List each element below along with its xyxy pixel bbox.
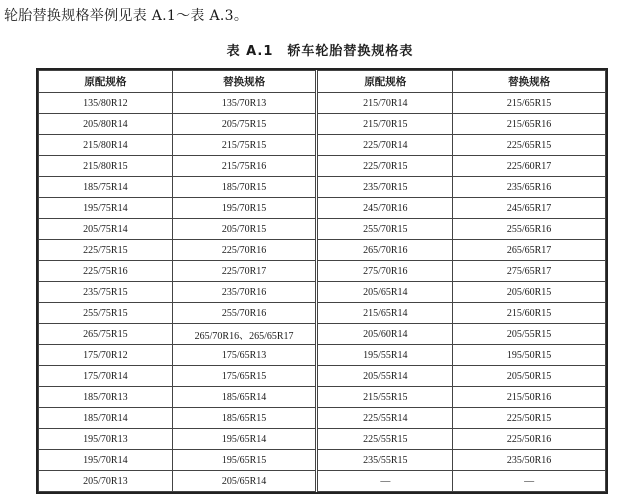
cell-replacement-spec: 175/65R13 — [172, 345, 317, 366]
cell-replacement-spec: 175/65R15 — [172, 366, 317, 387]
cell-replacement-spec: 225/60R17 — [453, 156, 606, 177]
cell-original-spec: 225/70R14 — [317, 135, 453, 156]
cell-original-spec: 185/75R14 — [39, 177, 173, 198]
cell-replacement-spec: 205/50R15 — [453, 366, 606, 387]
cell-replacement-spec: 205/65R14 — [172, 471, 317, 492]
cell-original-spec: 175/70R14 — [39, 366, 173, 387]
tire-replacement-table — [36, 68, 608, 494]
cell-original-spec: 215/80R15 — [39, 156, 173, 177]
table-row — [39, 282, 606, 303]
header-replacement-spec: 替换规格 — [453, 71, 606, 93]
cell-original-spec: 205/60R14 — [317, 324, 453, 345]
cell-original-spec: 265/75R15 — [39, 324, 173, 345]
cell-replacement-spec: 215/60R15 — [453, 303, 606, 324]
table-row — [39, 366, 606, 387]
cell-original-spec: 205/65R14 — [317, 282, 453, 303]
cell-original-spec: 175/70R12 — [39, 345, 173, 366]
cell-original-spec: 195/70R14 — [39, 450, 173, 471]
cell-replacement-spec: 265/65R17 — [453, 240, 606, 261]
cell-replacement-spec: 185/65R14 — [172, 387, 317, 408]
table-row — [39, 219, 606, 240]
cell-replacement-spec: 215/50R16 — [453, 387, 606, 408]
table-row — [39, 114, 606, 135]
table-row — [39, 387, 606, 408]
table-caption: 表 A.1 轿车轮胎替换规格表 — [226, 44, 414, 59]
table-row — [39, 471, 606, 492]
cell-replacement-spec: 225/50R15 — [453, 408, 606, 429]
cell-replacement-spec: — — [453, 471, 606, 492]
cell-replacement-spec: 215/65R15 — [453, 93, 606, 114]
cell-original-spec: 225/55R14 — [317, 408, 453, 429]
cell-original-spec: 195/75R14 — [39, 198, 173, 219]
cell-original-spec: 225/70R15 — [317, 156, 453, 177]
cell-original-spec: 205/70R13 — [39, 471, 173, 492]
cell-replacement-spec: 275/65R17 — [453, 261, 606, 282]
cell-replacement-spec: 245/65R17 — [453, 198, 606, 219]
intro-paragraph: 轮胎替换规格举例见表 A.1～表 A.3。 — [4, 8, 249, 24]
cell-replacement-spec: 205/70R15 — [172, 219, 317, 240]
cell-original-spec: 255/75R15 — [39, 303, 173, 324]
cell-original-spec: 225/75R15 — [39, 240, 173, 261]
table-header-row — [39, 71, 606, 93]
table-row — [39, 261, 606, 282]
header-original-spec: 原配规格 — [39, 71, 173, 93]
cell-replacement-spec: 235/50R16 — [453, 450, 606, 471]
cell-replacement-spec: 195/65R15 — [172, 450, 317, 471]
cell-replacement-spec: 225/70R17 — [172, 261, 317, 282]
cell-original-spec: 275/70R16 — [317, 261, 453, 282]
cell-replacement-spec: 195/70R15 — [172, 198, 317, 219]
cell-replacement-spec: 195/65R14 — [172, 429, 317, 450]
cell-replacement-spec: 205/60R15 — [453, 282, 606, 303]
cell-original-spec: 235/75R15 — [39, 282, 173, 303]
cell-original-spec: 265/70R16 — [317, 240, 453, 261]
cell-original-spec: 185/70R13 — [39, 387, 173, 408]
cell-replacement-spec: 255/65R16 — [453, 219, 606, 240]
table-row — [39, 408, 606, 429]
table-row — [39, 345, 606, 366]
cell-replacement-spec: 235/70R16 — [172, 282, 317, 303]
cell-replacement-spec: 225/65R15 — [453, 135, 606, 156]
cell-replacement-spec: 215/75R16 — [172, 156, 317, 177]
cell-replacement-spec: 225/50R16 — [453, 429, 606, 450]
cell-replacement-spec: 265/70R16、265/65R17 — [172, 324, 317, 345]
table-row — [39, 429, 606, 450]
cell-original-spec: 235/70R15 — [317, 177, 453, 198]
cell-original-spec: 215/70R14 — [317, 93, 453, 114]
cell-original-spec: 245/70R16 — [317, 198, 453, 219]
cell-original-spec: 225/75R16 — [39, 261, 173, 282]
cell-original-spec: 195/55R14 — [317, 345, 453, 366]
table-row — [39, 450, 606, 471]
table-row — [39, 324, 606, 345]
table-row — [39, 303, 606, 324]
header-replacement-spec: 替换规格 — [172, 71, 317, 93]
cell-original-spec: 215/70R15 — [317, 114, 453, 135]
cell-original-spec: 135/80R12 — [39, 93, 173, 114]
cell-replacement-spec: 235/65R16 — [453, 177, 606, 198]
cell-replacement-spec: 255/70R16 — [172, 303, 317, 324]
table-row — [39, 135, 606, 156]
cell-replacement-spec: 215/65R16 — [453, 114, 606, 135]
cell-original-spec: 235/55R15 — [317, 450, 453, 471]
cell-replacement-spec: 225/70R16 — [172, 240, 317, 261]
table-row — [39, 93, 606, 114]
cell-original-spec: 215/80R14 — [39, 135, 173, 156]
cell-original-spec: 185/70R14 — [39, 408, 173, 429]
header-original-spec: 原配规格 — [317, 71, 453, 93]
cell-replacement-spec: 185/65R15 — [172, 408, 317, 429]
cell-replacement-spec: 135/70R13 — [172, 93, 317, 114]
cell-original-spec: 255/70R15 — [317, 219, 453, 240]
cell-replacement-spec: 205/75R15 — [172, 114, 317, 135]
cell-original-spec: 205/55R14 — [317, 366, 453, 387]
cell-original-spec: 205/75R14 — [39, 219, 173, 240]
cell-replacement-spec: 195/50R15 — [453, 345, 606, 366]
cell-replacement-spec: 185/70R15 — [172, 177, 317, 198]
cell-original-spec: 205/80R14 — [39, 114, 173, 135]
cell-original-spec: 215/55R15 — [317, 387, 453, 408]
table-row — [39, 198, 606, 219]
cell-replacement-spec: 205/55R15 — [453, 324, 606, 345]
cell-original-spec: — — [317, 471, 453, 492]
cell-replacement-spec: 215/75R15 — [172, 135, 317, 156]
table-row — [39, 177, 606, 198]
table-row — [39, 156, 606, 177]
table-row — [39, 240, 606, 261]
cell-original-spec: 195/70R13 — [39, 429, 173, 450]
cell-original-spec: 225/55R15 — [317, 429, 453, 450]
cell-original-spec: 215/65R14 — [317, 303, 453, 324]
